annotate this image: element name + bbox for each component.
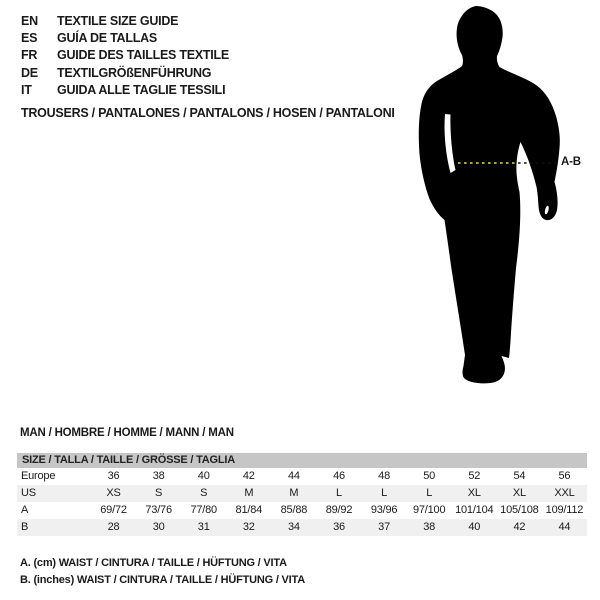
size-cell: 34 — [287, 521, 300, 533]
size-cell: XL — [512, 487, 526, 499]
size-cell: 93/96 — [370, 504, 398, 516]
size-cell: 54 — [513, 470, 526, 482]
size-cell: 32 — [242, 521, 255, 533]
language-row-it — [21, 82, 229, 99]
man-silhouette-icon — [418, 6, 580, 388]
size-cell: 31 — [197, 521, 210, 533]
size-cell: 42 — [242, 470, 255, 482]
row-label: US — [21, 487, 36, 499]
size-cell: 101/104 — [455, 504, 494, 516]
row-label: A — [21, 504, 29, 516]
size-cell: XL — [467, 487, 481, 499]
size-cell: 97/100 — [412, 504, 446, 516]
size-cell: 73/76 — [145, 504, 172, 516]
man-silhouette-figure — [418, 6, 600, 388]
size-cell: XS — [106, 487, 121, 499]
footnotes — [20, 555, 305, 588]
size-table — [17, 453, 587, 536]
size-cell: 44 — [287, 470, 300, 482]
size-cell: 42 — [513, 521, 526, 533]
size-cell: 105/108 — [500, 504, 539, 516]
size-table-row-us — [17, 485, 587, 502]
size-cell: 109/112 — [545, 504, 584, 516]
language-title: TEXTILGRÖßENFÜHRUNG — [57, 65, 212, 80]
size-table-body — [17, 468, 587, 536]
size-cell: 56 — [558, 470, 571, 482]
size-cell: 85/88 — [280, 504, 308, 516]
language-title: GUIDA ALLE TAGLIE TESSILI — [57, 83, 226, 98]
footnote-1: A. (cm) WAIST / CINTURA / TAILLE / HÜFTUNG / VITA — [20, 557, 287, 569]
size-cell: 40 — [468, 521, 481, 533]
size-cell: 81/84 — [235, 504, 263, 516]
size-cell: XXL — [554, 487, 575, 499]
size-cell: 38 — [423, 521, 436, 533]
size-cell: L — [426, 487, 433, 499]
size-cell: 69/72 — [100, 504, 127, 516]
row-label: Europe — [21, 470, 56, 482]
language-code: ES — [21, 31, 38, 46]
size-cell: 37 — [378, 521, 390, 533]
language-code: DE — [21, 65, 38, 80]
size-cell: 50 — [423, 470, 436, 482]
size-cell: 36 — [107, 470, 120, 482]
size-cell: 28 — [107, 521, 120, 533]
size-cell: S — [155, 487, 163, 499]
language-title: GUÍA DE TALLAS — [57, 31, 157, 46]
size-cell: 89/92 — [325, 504, 353, 516]
language-title: TEXTILE SIZE GUIDE — [57, 13, 179, 28]
size-cell: S — [200, 487, 208, 499]
size-cell: 36 — [333, 521, 345, 533]
size-table-header: SIZE / TALLA / TAILLE / GRÖSSE / TAGLIA — [17, 453, 587, 468]
size-cell: M — [244, 487, 254, 499]
size-cell: 30 — [152, 521, 165, 533]
row-label: B — [21, 521, 29, 533]
man-body-shape — [419, 6, 560, 383]
language-title-list — [21, 12, 229, 99]
language-code: FR — [21, 48, 38, 63]
size-cell: L — [336, 487, 342, 499]
size-cell: 46 — [333, 470, 345, 482]
language-code: EN — [21, 13, 38, 28]
language-row-de — [21, 64, 229, 81]
footnote-2: B. (inches) WAIST / CINTURA / TAILLE / HÜFTUNG / VITA — [20, 573, 305, 586]
language-row-fr — [21, 47, 229, 64]
category-title: TROUSERS / PANTALONES / PANTALONS / HOSEN / PANTALONI — [21, 106, 395, 120]
size-cell: 40 — [197, 470, 210, 482]
size-cell: 77/80 — [190, 504, 217, 516]
size-cell: M — [289, 487, 299, 499]
language-row-en — [21, 12, 229, 29]
language-code: IT — [21, 83, 32, 98]
size-table-row-europe — [17, 468, 587, 485]
size-cell: 48 — [378, 470, 390, 482]
size-table-row-a — [17, 502, 587, 519]
size-table-row-b — [17, 519, 587, 536]
size-cell: 38 — [152, 470, 165, 482]
language-title: GUIDE DES TAILLES TEXTILE — [57, 48, 230, 63]
measure-label-ab: A-B — [561, 156, 581, 168]
gender-title: MAN / HOMBRE / HOMME / MANN / MAN — [20, 427, 234, 439]
size-cell: 52 — [468, 470, 481, 482]
size-cell: 44 — [558, 521, 571, 533]
size-cell: L — [381, 487, 388, 499]
language-row-es — [21, 29, 229, 46]
